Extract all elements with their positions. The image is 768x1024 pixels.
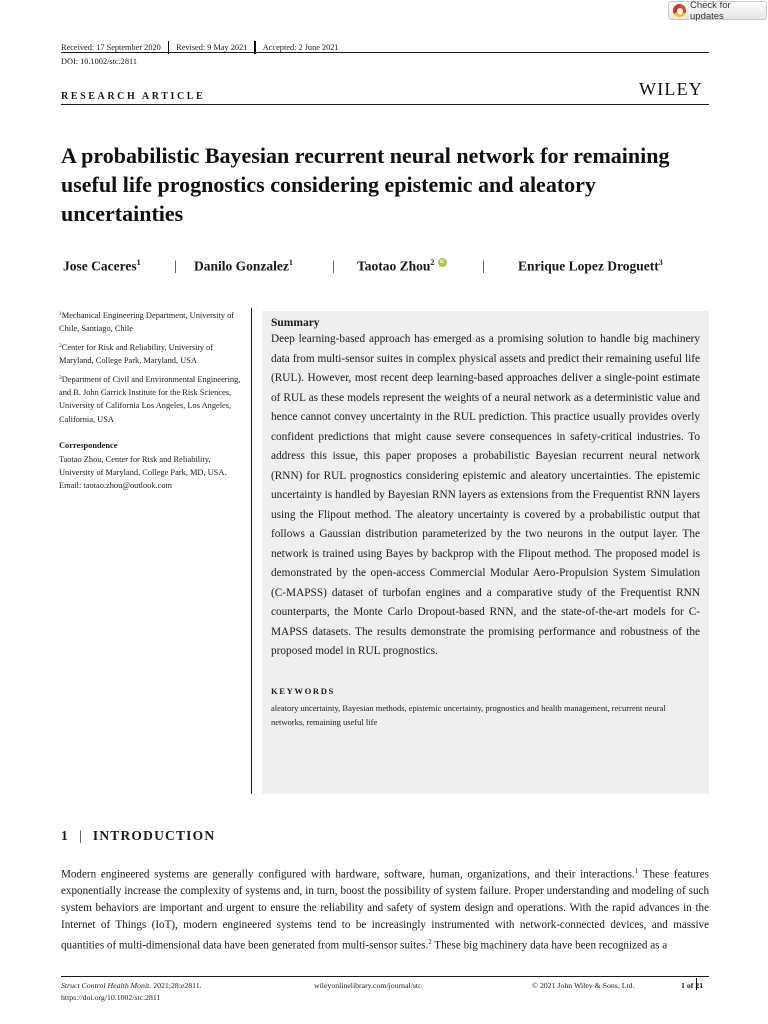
author-separator: | <box>174 258 177 273</box>
author[interactable]: Danilo Gonzalez$^1$ <box>194 258 293 274</box>
footer-journal-site-link[interactable]: wileyonlinelibrary.com/journal/stc <box>314 981 422 990</box>
author-separator: | <box>332 258 335 273</box>
header-rule <box>61 52 709 53</box>
revised-date: Revised: 9 May 2021 <box>176 43 248 52</box>
crossmark-icon <box>673 4 686 17</box>
correspondence-email[interactable]: Email: taotao.zhou@outlook.com <box>59 481 173 491</box>
author-list <box>61 258 711 278</box>
footer-citation: Struct Control Health Monit. 2021;28:e2811. <box>61 981 202 990</box>
page-number: 1 of 21 <box>681 981 704 990</box>
doi: DOI: 10.1002/stc.2811 <box>61 57 137 66</box>
section-heading: 1 | INTRODUCTION <box>61 828 216 843</box>
author-separator: | <box>482 258 485 273</box>
citation-link[interactable]: 2 <box>428 937 432 946</box>
summary-box <box>262 311 709 794</box>
summary-heading: Summary <box>271 317 320 329</box>
affiliation: $^3$Department of Civil and Environmental Engineering, and B. John Garrick Institute for the Risk Sciences, University of California Los Angeles, Los Angeles, California, USA <box>59 374 241 424</box>
check-for-updates-label: Check for updates <box>690 0 731 22</box>
footer-doi-link[interactable]: https://doi.org/10.1002/stc.2811 <box>61 993 161 1002</box>
article-type: RESEARCH ARTICLE <box>61 91 206 102</box>
correspondence-heading: Correspondence <box>59 441 118 451</box>
introduction-paragraph: Modern engineered systems are generally configured with hardware, software, human, organizations, and their interactions.$^1$ These features exponentially increase the complexity of systems and, in turn, boost the possibility of system failure. Proper understanding and modeling of such system behaviors are important and urgent to ensure the reliability and safety of system design and operations. With the rapid advances in the Internet of Things (IoT), modern engineered systems tend to be increasingly instrumented with network-connected devices, and massive quantities of multi-dimensional data have been generated from multi-sensor suites.$^2$ These big machinery data have been recognized as a <box>61 867 709 952</box>
received-date: Received: 17 September 2020 <box>61 43 161 52</box>
keywords-heading: KEYWORDS <box>271 685 335 696</box>
article-type-rule <box>61 104 709 105</box>
author[interactable]: Jose Caceres$^1$ <box>63 258 141 274</box>
correspondence-text: Taotao Zhou, Center for Risk and Reliability, University of Maryland, College Park, MD, USA. <box>59 454 227 478</box>
accepted-date: Accepted: 2 June 2021 <box>262 43 339 52</box>
author[interactable]: Taotao Zhou$^2$ iD <box>357 258 434 275</box>
orcid-icon[interactable] <box>438 258 447 267</box>
author[interactable]: Enrique Lopez Droguett$^3$ <box>518 258 663 274</box>
affiliations <box>59 308 241 493</box>
check-for-updates-button[interactable] <box>668 1 767 20</box>
column-divider <box>251 308 252 794</box>
affiliation: $^1$Mechanical Engineering Department, University of Chile, Santiago, Chile <box>59 311 235 334</box>
footer-rule <box>61 976 709 977</box>
article-title: A probabilistic Bayesian recurrent neural network for remaining useful life prognostics considering epistemic and aleatory uncertainties <box>61 143 670 226</box>
affiliation: $^2$Center for Risk and Reliability, University of Maryland, College Park, Maryland, USA <box>59 342 214 366</box>
footer-copyright: © 2021 John Wiley & Sons, Ltd. <box>532 981 635 990</box>
publisher-logo: WILEY <box>639 79 703 99</box>
citation-link[interactable]: 1 <box>634 867 639 875</box>
summary-body: Deep learning-based approach has emerged as a promising solution to handle big machinery data from multi-sensor suites in complex physical assets and predict their remaining useful life (RUL). However, most recent deep learning-based approaches deliver a single-point estimate of RUL as these models represent the weights of a neural network as a deterministic value and hence cannot convey uncertainty in the RUL prediction. This practice usually provides overly confident predictions that might cause severe consequences in safety-critical industries. To address this issue, this paper proposes a probabilistic Bayesian recurrent neural network (RNN) for RUL prognostics considering epistemic and aleatory uncertainties. The epistemic uncertainty is handled by Bayesian RNN layers as extensions from the Frequentist RNN layers using the Flipout method. The aleatory uncertainty is covered by a probabilistic output that follows a Gaussian distribution parameterized by the two neurons in the output layer. The network is trained using Bayes by backprop with the Flipout method. The proposed model is demonstrated by the open-access Commercial Modular Aero-Propulsion System Simulation (C-MAPSS) dataset of turbofan engines and a comparative study of the Frequentist RNN counterparts, the Monte Carlo Dropout-based RNN, and the state-of-the-art models for C-MAPSS datasets. The results demonstrate the promising performance and robustness of the proposed model in RUL prognostics. <box>271 333 700 657</box>
keywords: aleatory uncertainty, Bayesian methods, epistemic uncertainty, prognostics and health management, recurrent neural networks, remaining useful life <box>271 702 666 727</box>
